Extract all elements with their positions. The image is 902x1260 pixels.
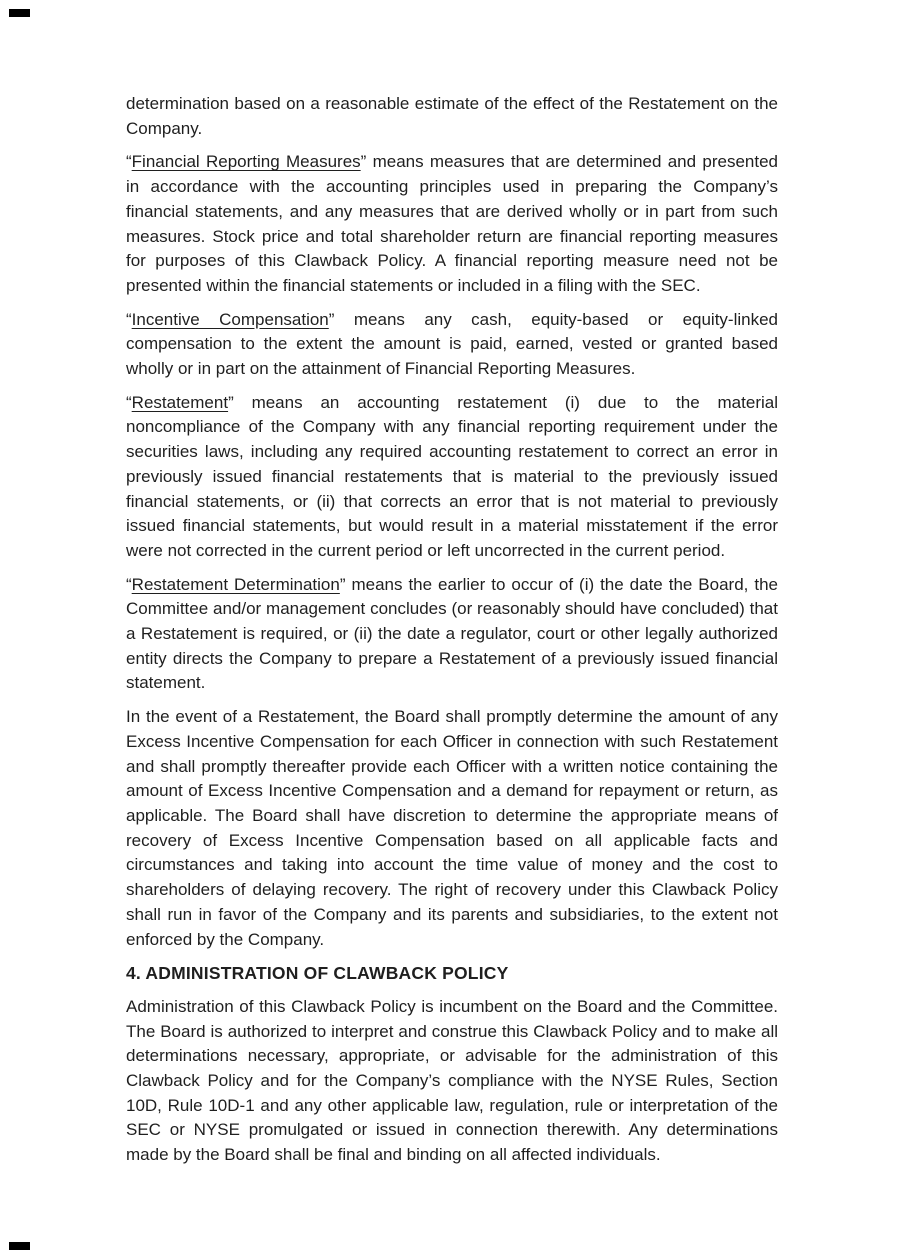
defined-term-financial-reporting-measures: Financial Reporting Measures [131, 152, 361, 172]
scan-artifact-bottom-left [9, 1242, 30, 1250]
defined-term-restatement: Restatement [131, 392, 229, 412]
definition-paragraph-restatement-determination [126, 573, 778, 697]
definition-paragraph-financial-reporting-measures [126, 150, 778, 298]
definition-text: ” means an accounting restatement (i) due to the material noncompliance of the Company with any financial reporting requirement under the securities laws, including any required accounting restatement to correct an error in previously issued financial restatements that is material to the previously issued financial statements, or (ii) that corrects an error that is not material to previously issued financial statements, but would result in a material misstatement if the error were not corrected in the current period or left uncorrected in the current period. [126, 392, 778, 560]
defined-term-restatement-determination: Restatement Determination [131, 574, 340, 594]
paragraph-continuation: determination based on a reasonable estimate of the effect of the Restatement on the Company. [126, 94, 778, 138]
definition-paragraph-restatement [126, 391, 778, 564]
section-heading-administration: 4. ADMINISTRATION OF CLAWBACK POLICY [126, 963, 509, 984]
open-quote: “ [126, 392, 132, 412]
definition-paragraph-incentive-compensation [126, 308, 778, 382]
paragraph-recovery-process: In the event of a Restatement, the Board shall promptly determine the amount of any Excess Incentive Compensation for each Officer in connection with such Restatement and shall promptly thereafter provide each Officer with a written notice containing the amount of Excess Incentive Compensation and a demand for repayment or return, as applicable. The Board shall have discretion to determine the appropriate means of recovery of Excess Incentive Compensation based on all applicable facts and circumstances and taking into account the time value of money and the cost to shareholders of delaying recovery. The right of recovery under this Clawback Policy shall run in favor of the Company and its parents and subsidiaries, to the extent not enforced by the Company. [126, 707, 778, 949]
open-quote: “ [126, 309, 132, 329]
open-quote: “ [126, 152, 132, 172]
defined-term-incentive-compensation: Incentive Compensation [131, 309, 329, 329]
open-quote: “ [126, 574, 132, 594]
scan-artifact-top-left [9, 9, 30, 17]
definition-text: ” means the earlier to occur of (i) the date the Board, the Committee and/or management concludes (or reasonably should have concluded) that a Restatement is required, or (ii) the date a regulator, court or other legally authorized entity directs the Company to prepare a Restatement of a previously issued financial statement. [126, 574, 778, 693]
definition-text: ” means any cash, equity-based or equity-linked compensation to the extent the amount is paid, earned, vested or granted based wholly or in part on the attainment of Financial Reporting Measures. [126, 309, 779, 379]
paragraph-administration: Administration of this Clawback Policy is incumbent on the Board and the Committee. The Board is authorized to interpret and construe this Clawback Policy and to make all determinations necessary, appropriate, or advisable for the administration of this Clawback Policy and for the Company’s compliance with the NYSE Rules, Section 10D, Rule 10D-1 and any other applicable law, regulation, rule or interpretation of the SEC or NYSE promulgated or issued in connection therewith. Any determinations made by the Board shall be final and binding on all affected individuals. [126, 996, 778, 1165]
document-content [126, 92, 778, 1177]
definition-text: ” means measures that are determined and presented in accordance with the accounting principles used in preparing the Company’s financial statements, and any measures that are derived wholly or in part from such measures. Stock price and total shareholder return are financial reporting measures for purposes of this Clawback Policy. A financial reporting measure need not be presented within the financial statements or included in a filing with the SEC. [126, 152, 778, 295]
